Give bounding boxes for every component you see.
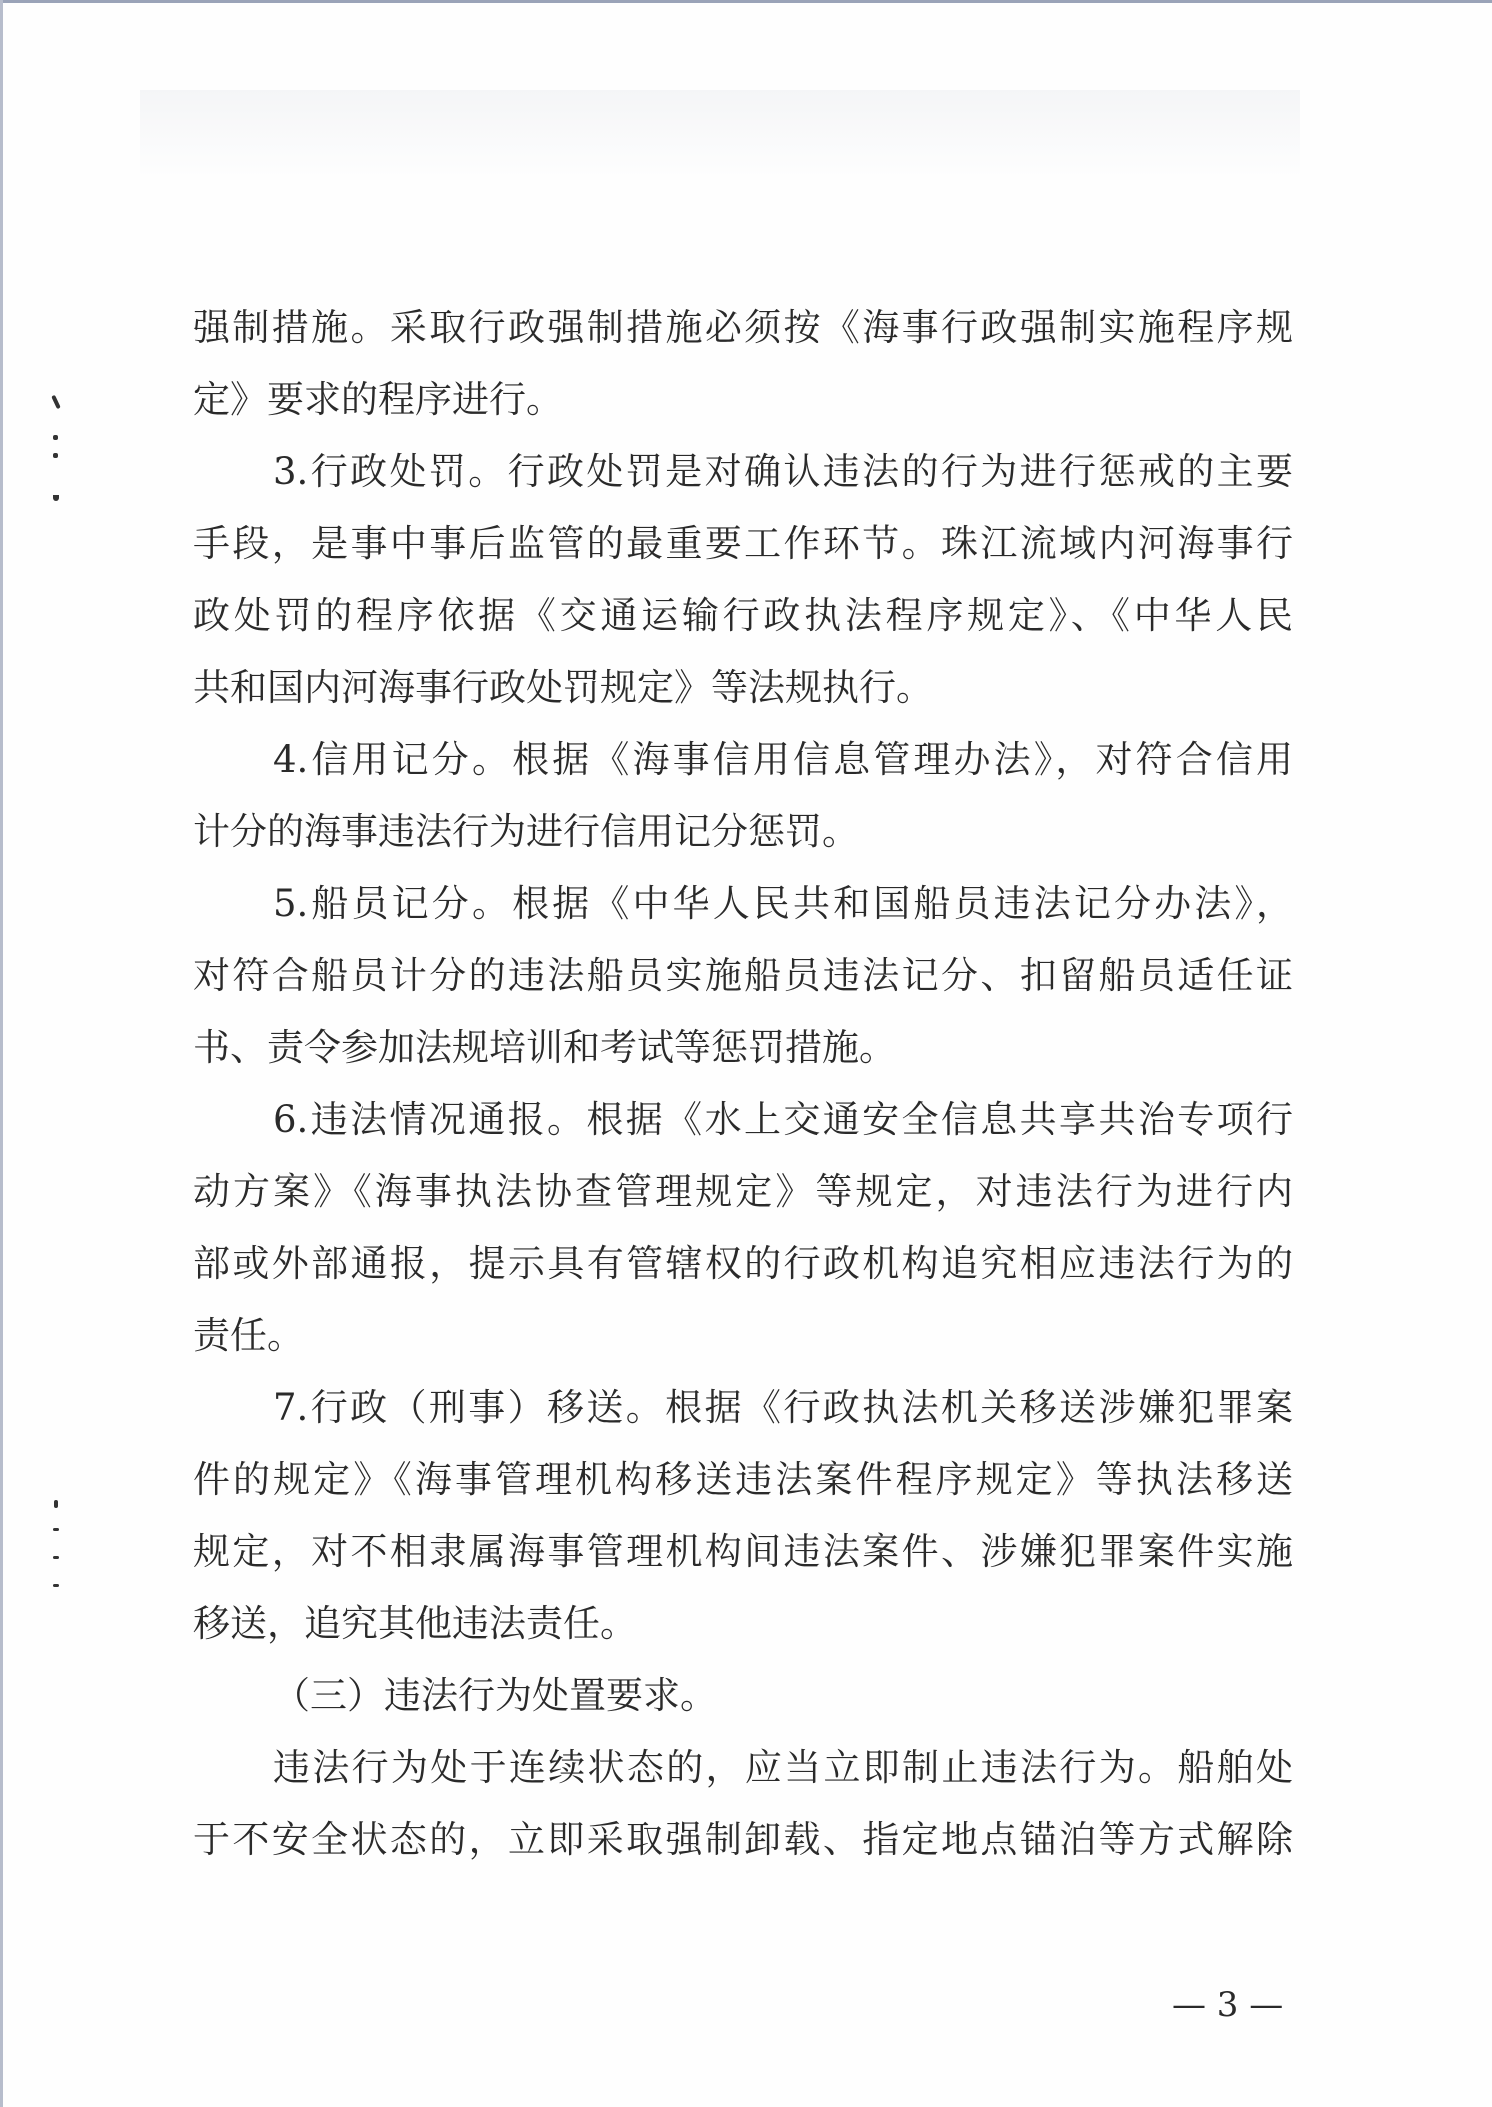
scan-edge-left [0, 0, 3, 2107]
text-line: 违法行为处于连续状态的，应当立即制止违法行为。船舶处 [273, 1746, 1293, 1789]
text-line: 对符合船员计分的违法船员实施船员违法记分、扣留船员适任证 [193, 954, 1293, 997]
item-6-heading-line: 6.违法情况通报。根据《水上交通安全信息共享共治专项行 [273, 1098, 1293, 1141]
text-line: 责任。 [193, 1314, 304, 1357]
text-line: 于不安全状态的，立即采取强制卸载、指定地点锚泊等方式解除 [193, 1818, 1293, 1861]
binding-holes-top [48, 395, 64, 505]
binding-holes-bottom [48, 1500, 64, 1590]
document-body [193, 292, 1293, 1876]
section-heading: （三）违法行为处置要求。 [273, 1674, 717, 1717]
scan-edge-top [0, 0, 1492, 3]
text-line: 定》要求的程序进行。 [193, 378, 563, 421]
item-7-heading-line: 7.行政（刑事）移送。根据《行政执法机关移送涉嫌犯罪案 [273, 1386, 1293, 1429]
page-number: — 3 — [1172, 1985, 1284, 2025]
text-line: 书、责令参加法规培训和考试等惩罚措施。 [193, 1026, 896, 1069]
item-5-heading-line: 5.船员记分。根据《中华人民共和国船员违法记分办法》， [273, 882, 1293, 925]
text-line: 动方案》《海事执法协查管理规定》等规定，对违法行为进行内 [193, 1170, 1293, 1213]
item-3-heading-line: 3.行政处罚。行政处罚是对确认违法的行为进行惩戒的主要 [273, 450, 1293, 493]
text-line: 规定，对不相隶属海事管理机构间违法案件、涉嫌犯罪案件实施 [193, 1530, 1293, 1573]
text-line: 件的规定》《海事管理机构移送违法案件程序规定》等执法移送 [193, 1458, 1293, 1501]
text-line: 政处罚的程序依据《交通运输行政执法程序规定》、《中华人民 [193, 594, 1293, 637]
text-line: 部或外部通报，提示具有管辖权的行政机构追究相应违法行为的 [193, 1242, 1293, 1285]
text-line: 强制措施。采取行政强制措施必须按《海事行政强制实施程序规 [193, 306, 1293, 349]
scan-shade [140, 90, 1300, 180]
text-line: 移送，追究其他违法责任。 [193, 1602, 637, 1645]
item-4-heading-line: 4.信用记分。根据《海事信用信息管理办法》，对符合信用 [273, 738, 1293, 781]
text-line: 计分的海事违法行为进行信用记分惩罚。 [193, 810, 859, 853]
text-line: 手段，是事中事后监管的最重要工作环节。珠江流域内河海事行 [193, 522, 1293, 565]
text-line: 共和国内河海事行政处罚规定》等法规执行。 [193, 666, 933, 709]
